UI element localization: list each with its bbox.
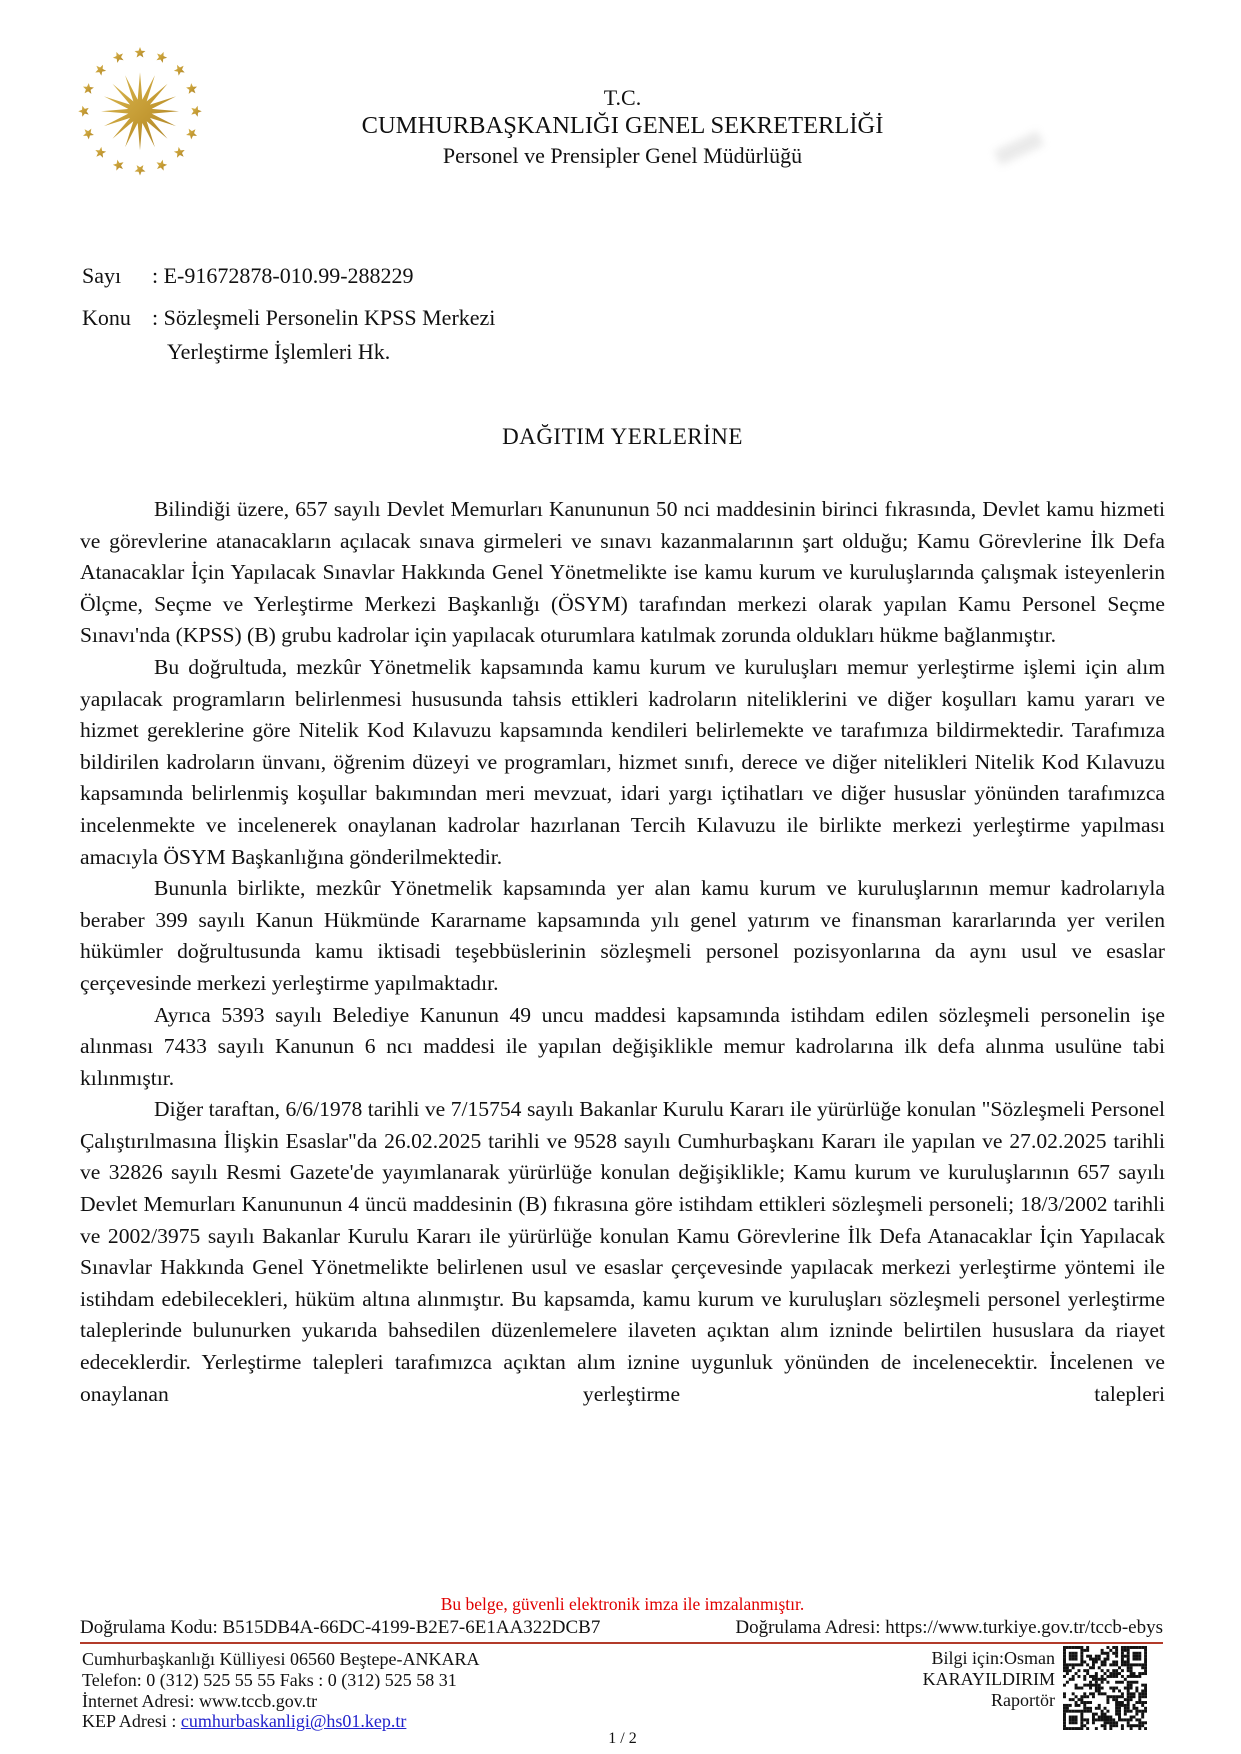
e-signature-note: Bu belge, güvenli elektronik imza ile imzalanmıştır.: [440, 1594, 805, 1614]
konu-value-line2: Yerleştirme İşlemleri Hk.: [167, 339, 391, 364]
document-meta: [82, 262, 495, 366]
footer-contact-block: [923, 1646, 1147, 1730]
page-number: 1 / 2: [608, 1730, 637, 1747]
kep-address-link[interactable]: cumhurbaskanligi@hs01.kep.tr: [180, 1711, 407, 1732]
sayi-value: : E-91672878-010.99-288229: [152, 263, 414, 288]
letterhead: [80, 84, 1165, 171]
distribution-heading: DAĞITIM YERLERİNE: [502, 424, 743, 449]
contact-line-3: Raportör: [991, 1690, 1055, 1710]
footer-phone: Telefon: 0 (312) 525 55 55 Faks : 0 (312) 525 58 31: [82, 1669, 457, 1690]
kep-label: KEP Adresi :: [82, 1711, 181, 1732]
verification-address: Doğrulama Adresi: https://www.turkiye.gov.tr/tccb-ebys: [735, 1617, 1163, 1638]
footer-address: Cumhurbaşkanlığı Külliyesi 06560 Beştepe-ANKARA: [82, 1649, 480, 1669]
letterhead-org: CUMHURBAŞKANLIĞI GENEL SEKRETERLİĞİ: [361, 112, 884, 139]
contact-line-1: Bilgi için:Osman: [931, 1648, 1055, 1668]
body-paragraph-4: Ayrıca 5393 sayılı Belediye Kanunun 49 uncu maddesi kapsamında istihdam edilen sözleşmeli personelin işe alınması 7433 sayılı Kanunun 6 ncı maddesi ile yapılan değişiklikle memur kadrolarına ilk defa alınma usulüne tabi kılınmıştır.: [80, 1002, 1165, 1090]
body-paragraph-3: Bununla birlikte, mezkûr Yönetmelik kapsamında yer alan kamu kurum ve kuruluşlarının memur kadrolarıyla beraber 399 sayılı Kanun Hükmünde Kararname kapsamında yılı genel yatırım ve finansman kararlarında yer verilen hükümler doğrultusunda kamu iktisadi teşebbüslerinin sözleşmeli personel pozisyonlarına da aynı usul ve esaslar çerçevesinde merkezi yerleştirme yapılmaktadır.: [80, 876, 1165, 995]
body-paragraph-2: Bu doğrultuda, mezkûr Yönetmelik kapsamında kamu kurum ve kuruluşları memur yerleştirme işlemi için alım yapılacak programların belirlenmesi hususunda tahsis ettikleri kadroların niteliklerini ve diğer koşulları kamu yararı ve hizmet gereklerine göre Nitelik Kod Kılavuzu kapsamında kendileri belirlemekte ve tarafımıza bildirmektedir. Tarafımıza bildirilen kadroların ünvanı, öğrenim düzeyi ve programları, hizmet sınıfı, derece ve diğer nitelikleri Nitelik Kod Kılavuzu kapsamında belirlenmiş koşullar bakımından meri mevzuat, idari yargı içtihatları ve diğer hususlar yönünden tarafımızca incelenmekte ve incelenerek onaylanan kadrolar hazırlanan Tercih Kılavuzu ile birlikte merkezi yerleştirme yapılması amacıyla ÖSYM Başkanlığına gönderilmektedir.: [80, 654, 1165, 869]
contact-text: [923, 1646, 1055, 1711]
konu-label: Konu: [82, 305, 131, 330]
footer-address-block: [82, 1649, 479, 1732]
verification-row: [80, 1616, 1163, 1640]
letterhead-tc: T.C.: [603, 85, 642, 110]
body-paragraph-5: Diğer taraftan, 6/6/1978 tarihli ve 7/15754 sayılı Bakanlar Kurulu Kararı ile yürürlüğe konulan "Sözleşmeli Personel Çalıştırılmasına İlişkin Esaslar"da 26.02.2025 tarihli ve 9528 sayılı Cumhurbaşkanı Kararı ile yapılan ve 27.02.2025 tarihli ve 32826 sayılı Resmi Gazete'de yayımlanarak yürürlüğe konulan değişiklikle; Kamu kurum ve kuruluşlarının 657 sayılı Devlet Memurları Kanununun 4 üncü maddesinin (B) fıkrasına göre istihdam ettikleri sözleşmeli personeli; 18/3/2002 tarihli ve 2002/3975 sayılı Bakanlar Kurulu Kararı ile yürürlüğe konulan Kamu Görevlerine İlk Defa Atanacaklar İçin Yapılacak Sınavlar Hakkında Genel Yönetmelikte belirlenen usul ve esaslar çerçevesinde yapılacak merkezi yerleştirme yöntemi ile istihdam edebilecekleri, hüküm altına alınmıştır. Bu kapsamda, kamu kurum ve kuruluşları sözleşmeli personel yerleştirme taleplerinde bulunurken yukarıda bahsedilen düzenlemelere ilaveten açıktan alım izninde belirtilen hususlara da riayet edeceklerdir. Yerleştirme talepleri tarafımızca açıktan alım iznine uygunluk yönünden de incelenecektir. İncelenen ve onaylanan yerleştirme talepleri: [80, 1097, 1165, 1406]
letterhead-dept: Personel ve Prensipler Genel Müdürlüğü: [442, 143, 803, 168]
konu-row: [82, 304, 495, 332]
letter-body: [80, 494, 1165, 1410]
contact-line-2: KARAYILDIRIM: [922, 1669, 1055, 1689]
footer-web: İnternet Adresi: www.tccb.gov.tr: [82, 1690, 318, 1711]
konu-value: : Sözleşmeli Personelin KPSS Merkezi: [152, 305, 496, 330]
footer-divider: [80, 1642, 1163, 1644]
verification-code: Doğrulama Kodu: B515DB4A-66DC-4199-B2E7-6E1AA322DCB7: [80, 1617, 601, 1638]
sayi-row: [82, 262, 495, 290]
sayi-label: Sayı: [82, 263, 122, 288]
qr-code: [1063, 1646, 1147, 1730]
body-paragraph-1: Bilindiği üzere, 657 sayılı Devlet Memurları Kanununun 50 nci maddesinin birinci fıkrasında, Devlet kamu hizmeti ve görevlerine atanacakların açılacak sınava girmeleri ve sınavı kazanmalarının şart olduğu; Kamu Görevlerine İlk Defa Atanacaklar İçin Yapılacak Sınavlar Hakkında Genel Yönetmelikte ise kamu kurum ve kuruluşlarında çalışmak isteyenlerin Ölçme, Seçme ve Yerleştirme Merkezi Başkanlığı (ÖSYM) tarafından merkezi olarak yapılan Kamu Personel Seçme Sınavı'nda (KPSS) (B) grubu kadrolar için yapılacak oturumlara katılmak zorunda oldukları hükme bağlanmıştır.: [80, 497, 1165, 648]
